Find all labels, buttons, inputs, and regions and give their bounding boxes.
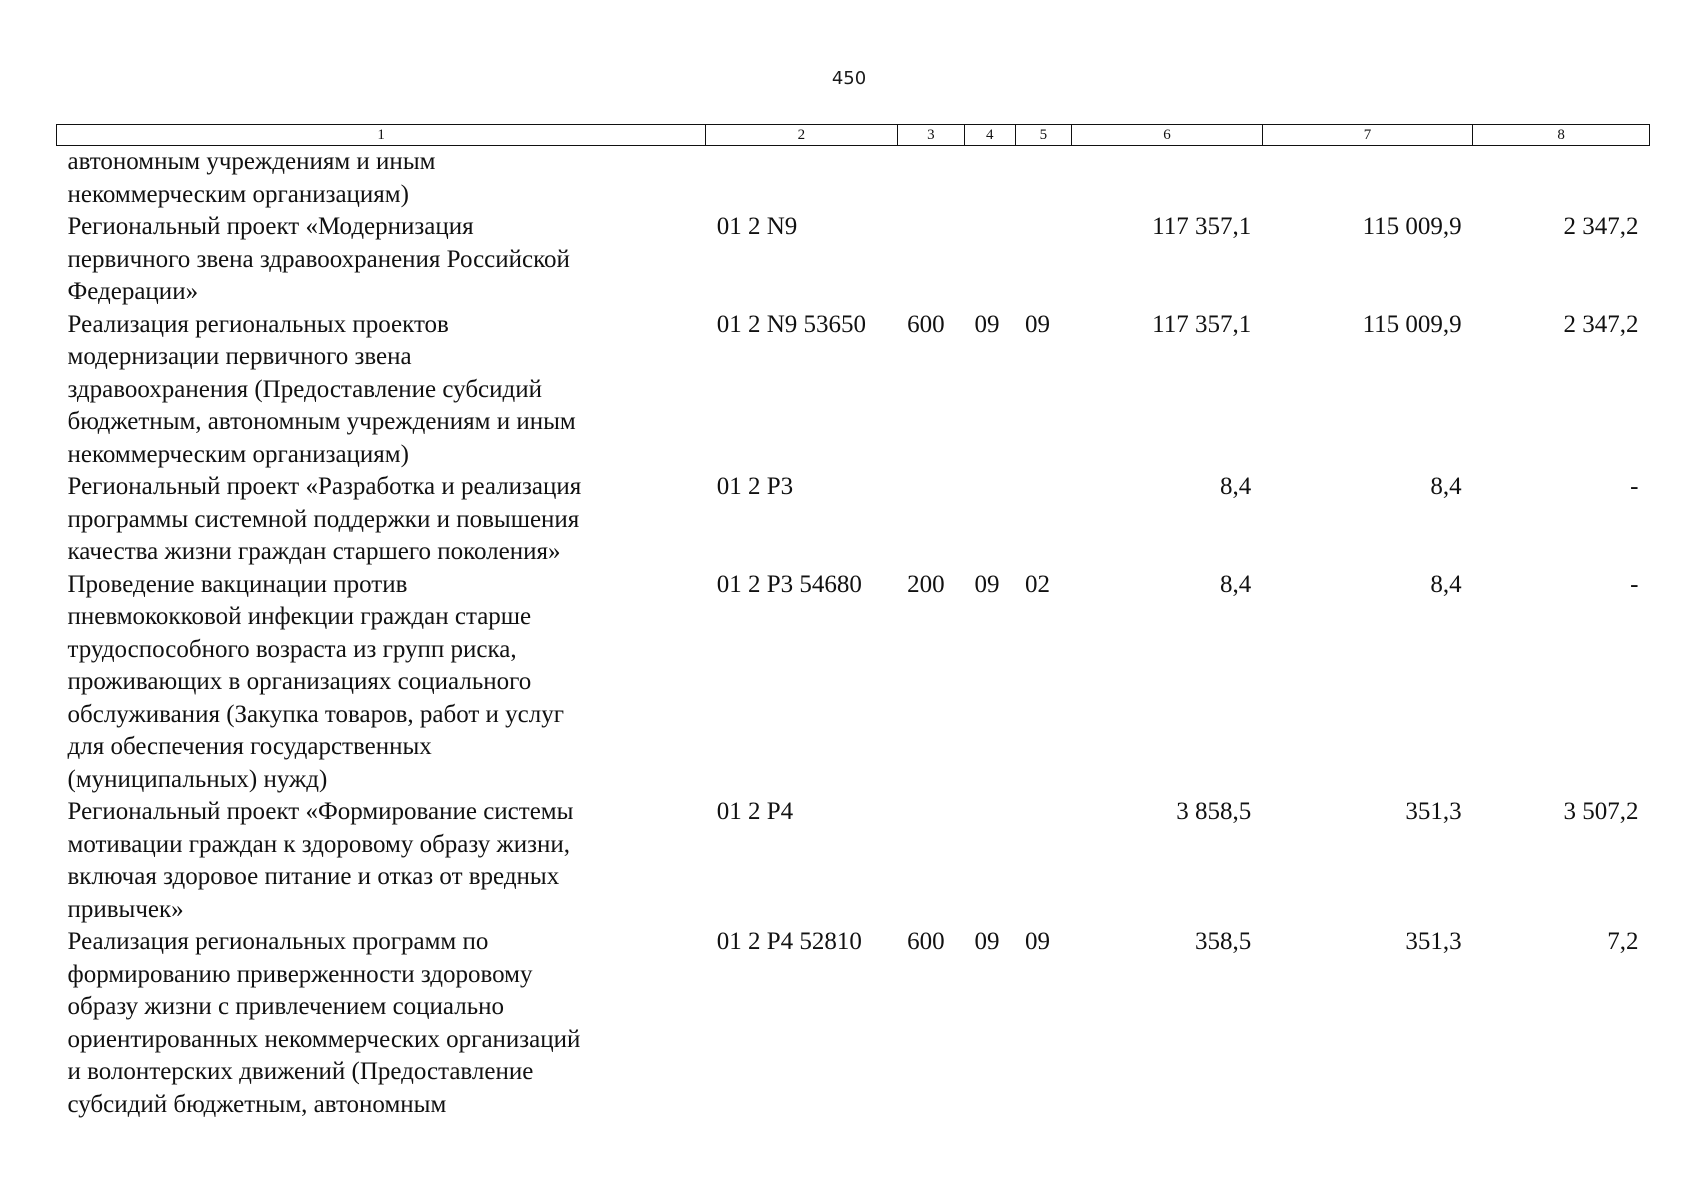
row-name-line: некоммерческим организациям)	[67, 440, 409, 468]
total-amount-cell: 358,5	[1195, 928, 1252, 955]
row-name-line: (муниципальных) нужд)	[67, 765, 328, 793]
expense-type-cell	[897, 146, 964, 212]
federal-amount-cell: 8,4	[1430, 473, 1462, 500]
regional-amount-cell: -	[1630, 570, 1639, 598]
target-code-cell: 01 2 P4 52810	[716, 928, 862, 955]
row-name-line: Региональный проект «Разработка и реализация	[67, 473, 582, 500]
row-name-line: обслуживания (Закупка товаров, работ и услуг	[67, 700, 565, 728]
row-name-line: Реализация региональных программ по	[67, 928, 489, 955]
column-header: 6	[1072, 125, 1262, 146]
row-name-cell	[57, 211, 706, 309]
column-header: 2	[706, 125, 897, 146]
regional-amount-cell: 7,2	[1607, 928, 1639, 955]
row-name-cell	[57, 926, 706, 1121]
target-code-cell: 01 2 N9	[716, 213, 798, 240]
row-name-line: автономным учреждениям и иным	[67, 148, 436, 175]
budget-table	[56, 124, 1650, 1121]
column-header: 1	[57, 125, 706, 146]
row-name-line: включая здоровое питание и отказ от вредных	[67, 863, 560, 890]
column-header: 3	[897, 125, 964, 146]
subsection-cell	[1015, 146, 1072, 212]
row-name-line: субсидий бюджетным, автономным	[67, 1090, 447, 1118]
expense-type-cell	[897, 796, 964, 926]
total-amount-cell	[1072, 146, 1262, 212]
federal-amount-cell: 351,3	[1405, 798, 1462, 825]
federal-amount-cell	[1262, 146, 1472, 212]
column-header: 5	[1015, 125, 1072, 146]
target-code-cell: 01 2 P3 54680	[716, 570, 862, 598]
regional-amount-cell: -	[1630, 473, 1639, 500]
column-header: 7	[1262, 125, 1472, 146]
total-amount-cell: 8,4	[1220, 570, 1252, 598]
row-name-line: модернизации первичного звена	[67, 343, 412, 370]
row-name-line: здравоохранения (Предоставление субсидий	[67, 375, 542, 403]
row-name-cell	[57, 569, 706, 797]
target-code-cell: 01 2 P4	[716, 798, 794, 825]
row-name-cell	[57, 796, 706, 926]
federal-amount-cell: 115 009,9	[1362, 213, 1462, 240]
section-cell	[965, 146, 1016, 212]
federal-amount-cell: 8,4	[1430, 570, 1462, 598]
row-name-line: Региональный проект «Формирование системы	[67, 798, 574, 825]
row-name-line: первичного звена здравоохранения Российской	[67, 245, 570, 273]
row-name-line: мотивации граждан к здоровому образу жизни,	[67, 830, 571, 858]
table-row	[57, 146, 1650, 212]
subsection-cell	[1015, 211, 1072, 309]
column-header: 8	[1473, 125, 1650, 146]
section-cell	[965, 211, 1016, 309]
target-code-cell	[706, 146, 897, 212]
row-name-line: проживающих в организациях социального	[67, 668, 532, 695]
regional-amount-cell: 3 507,2	[1563, 798, 1639, 825]
page-number: 450	[831, 68, 867, 89]
table-row	[57, 569, 1650, 797]
subsection-cell: 09	[1025, 928, 1050, 955]
row-name-line: привычек»	[67, 895, 184, 923]
section-cell: 09	[974, 310, 1000, 338]
row-name-cell	[57, 471, 706, 569]
target-code-cell: 01 2 P3	[716, 473, 794, 500]
expense-type-cell: 200	[907, 570, 945, 598]
row-name-cell	[57, 146, 706, 212]
expense-type-cell	[897, 211, 964, 309]
expense-type-cell: 600	[907, 310, 945, 338]
regional-amount-cell: 2 347,2	[1563, 310, 1639, 338]
row-name-line: Проведение вакцинации против	[67, 570, 408, 598]
row-name-line: для обеспечения государственных	[67, 733, 432, 760]
column-header: 4	[965, 125, 1016, 146]
subsection-cell	[1015, 471, 1072, 569]
section-cell: 09	[974, 570, 1000, 598]
table-body	[57, 146, 1650, 1122]
table-row	[57, 309, 1650, 472]
row-name-line: Федерации»	[67, 278, 199, 305]
total-amount-cell: 117 357,1	[1152, 310, 1252, 338]
row-name-line: ориентированных некоммерческих организаций	[67, 1025, 581, 1053]
table-row	[57, 926, 1650, 1121]
row-name-line: бюджетным, автономным учреждениям и иным	[67, 408, 576, 435]
regional-amount-cell	[1473, 146, 1650, 212]
row-name-line: Региональный проект «Модернизация	[67, 213, 474, 240]
row-name-line: образу жизни с привлечением социально	[67, 993, 504, 1020]
row-name-line: формированию приверженности здоровому	[67, 960, 533, 988]
federal-amount-cell: 115 009,9	[1362, 310, 1462, 338]
row-name-line: Реализация региональных проектов	[67, 310, 449, 338]
subsection-cell: 09	[1025, 310, 1050, 338]
row-name-line: качества жизни граждан старшего поколения»	[67, 538, 561, 565]
total-amount-cell: 8,4	[1220, 473, 1252, 500]
target-code-cell: 01 2 N9 53650	[716, 310, 866, 338]
table-row	[57, 211, 1650, 309]
total-amount-cell: 117 357,1	[1152, 213, 1252, 240]
subsection-cell: 02	[1025, 570, 1050, 598]
column-number-row	[57, 125, 1650, 146]
table-row	[57, 796, 1650, 926]
section-cell	[965, 471, 1016, 569]
section-cell	[965, 796, 1016, 926]
federal-amount-cell: 351,3	[1405, 928, 1462, 955]
expense-type-cell	[897, 471, 964, 569]
row-name-line: и волонтерских движений (Предоставление	[67, 1058, 534, 1085]
row-name-line: трудоспособного возраста из групп риска,	[67, 635, 517, 663]
row-name-line: некоммерческим организациям)	[67, 180, 409, 208]
row-name-line: пневмококковой инфекции граждан старше	[67, 603, 532, 630]
regional-amount-cell: 2 347,2	[1563, 213, 1639, 240]
section-cell: 09	[974, 928, 1000, 955]
subsection-cell	[1015, 796, 1072, 926]
total-amount-cell: 3 858,5	[1176, 798, 1252, 825]
row-name-cell	[57, 309, 706, 472]
expense-type-cell: 600	[907, 928, 945, 955]
table-row	[57, 471, 1650, 569]
row-name-line: программы системной поддержки и повышения	[67, 505, 580, 533]
